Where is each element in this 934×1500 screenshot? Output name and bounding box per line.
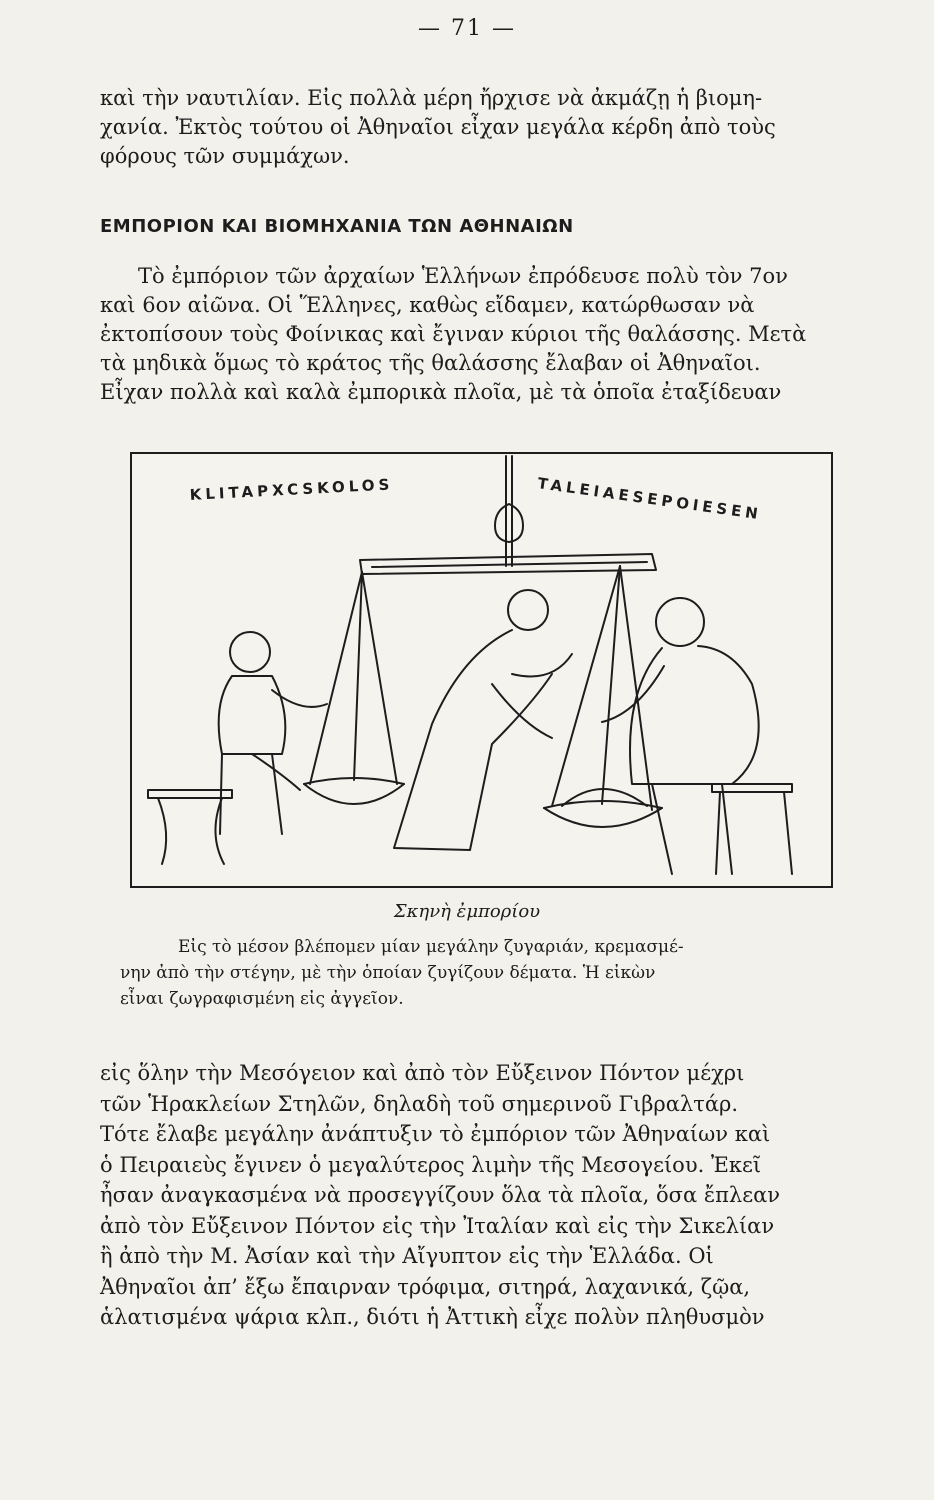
- text-line: ἐκτοπίσουν τοὺς Φοίνικας καὶ ἔγιναν κύριοι τῆς θαλάσσης. Μετὰ: [100, 322, 807, 346]
- text-line: καὶ τὴν ναυτιλίαν. Εἰς πολλὰ μέρη ἤρχισε νὰ ἀκμάζῃ ἡ βιομη-: [100, 86, 763, 110]
- caption-line: εἶναι ζωγραφισμένη εἰς ἀγγεῖον.: [120, 989, 404, 1009]
- figure-caption-title: Σκηνὴ ἐμπορίου: [393, 901, 541, 922]
- inscription-right: TALEIAESEPOIESEN: [536, 474, 763, 524]
- text-line: ὁ Πειραιεὺς ἔγινεν ὁ μεγαλύτερος λιμὴν τῆς Μεσογείου. Ἐκεῖ: [100, 1152, 762, 1177]
- figure-caption: [120, 934, 850, 1012]
- section-paragraph: [100, 262, 860, 407]
- text-line: τῶν Ἡρακλείων Στηλῶν, δηλαδὴ τοῦ σημερινοῦ Γιβραλτάρ.: [100, 1091, 739, 1116]
- right-scale-pan: [544, 808, 662, 827]
- text-line: Τότε ἔλαβε μεγάλην ἀνάπτυξιν τὸ ἐμπόριον τῶν Ἀθηναίων καὶ: [100, 1122, 771, 1146]
- text-line: τὰ μηδικὰ ὅμως τὸ κράτος τῆς θαλάσσης ἔλαβαν οἱ Ἀθηναῖοι.: [100, 351, 761, 375]
- left-figure-body: [219, 676, 286, 754]
- left-scale-pan: [304, 784, 404, 804]
- middle-figure-body: [394, 630, 552, 850]
- text-line: ἦσαν ἀναγκασμένα νὰ προσεγγίζουν ὅλα τὰ πλοῖα, ὅσα ἔπλεαν: [100, 1183, 781, 1207]
- caption-line: Εἰς τὸ μέσον βλέπομεν μίαν μεγάλην ζυγαριάν, κρεμασμέ-: [178, 937, 684, 957]
- left-scale-pan: [304, 778, 404, 784]
- intro-paragraph: [100, 84, 860, 171]
- body-paragraph: [100, 1058, 860, 1333]
- right-stool: [712, 784, 792, 792]
- text-line: καὶ 6ον αἰῶνα. Οἱ Ἕλληνες, καθὼς εἴδαμεν, κατώρθωσαν νὰ: [100, 293, 755, 317]
- text-line: Εἶχαν πολλὰ καὶ καλὰ ἐμπορικὰ πλοῖα, μὲ τὰ ὁποῖα ἐταξίδευαν: [100, 380, 782, 404]
- inscription-left: KLITAPXCSKOLOS: [189, 475, 394, 504]
- section-heading: ΕΜΠΟΡΙΟΝ ΚΑΙ ΒΙΟΜΗΧΑΝΙΑ ΤΩΝ ΑΘΗΝΑΙΩΝ: [100, 216, 574, 237]
- pan-string: [362, 572, 397, 784]
- right-figure-head: [656, 598, 704, 646]
- left-stool: [158, 798, 224, 864]
- text-line: Τὸ ἐμπόριον τῶν ἀρχαίων Ἑλλήνων ἐπρόδευσε πολὺ τὸν 7ον: [138, 264, 788, 288]
- balance-beam: [372, 562, 647, 567]
- pan-string: [620, 566, 652, 810]
- text-line: ἁλατισμένα ψάρια κλπ., διότι ἡ Ἀττικὴ εἶχε πολὺν πληθυσμὸν: [100, 1305, 765, 1329]
- text-line: φόρους τῶν συμμάχων.: [100, 144, 350, 168]
- text-line: Ἀθηναῖοι ἀπ’ ἔξω ἔπαιρναν τρόφιμα, σιτηρά, λαχανικά, ζῷα,: [100, 1274, 751, 1299]
- middle-figure-arm: [512, 654, 572, 677]
- caption-line: νην ἀπὸ τὴν στέγην, μὲ τὴν ὁποίαν ζυγίζουν δέματα. Ἡ εἰκὼν: [120, 963, 656, 983]
- left-figure-legs: [220, 754, 282, 834]
- middle-figure-head: [508, 590, 548, 630]
- vase-illustration: [130, 452, 833, 888]
- text-line: ἀπὸ τὸν Εὔξεινον Πόντον εἰς τὴν Ἰταλίαν καὶ εἰς τὴν Σικελίαν: [100, 1213, 775, 1238]
- pan-string: [602, 566, 620, 804]
- page-number: — 71 —: [418, 16, 516, 41]
- left-stool: [148, 790, 232, 798]
- left-figure-head: [230, 632, 270, 672]
- market-scene-drawing: [132, 454, 831, 886]
- scale-hook: [495, 504, 523, 542]
- text-line: ἢ ἀπὸ τὴν Μ. Ἀσίαν καὶ τὴν Αἴγυπτον εἰς τὴν Ἑλλάδα. Οἱ: [100, 1244, 714, 1268]
- text-line: χανία. Ἐκτὸς τούτου οἱ Ἀθηναῖοι εἶχαν μεγάλα κέρδη ἀπὸ τοὺς: [100, 115, 776, 139]
- pan-string: [552, 566, 620, 806]
- right-figure-body: [630, 646, 759, 784]
- text-line: εἰς ὅλην τὴν Μεσόγειον καὶ ἀπὸ τὸν Εὔξεινον Πόντον μέχρι: [100, 1061, 745, 1085]
